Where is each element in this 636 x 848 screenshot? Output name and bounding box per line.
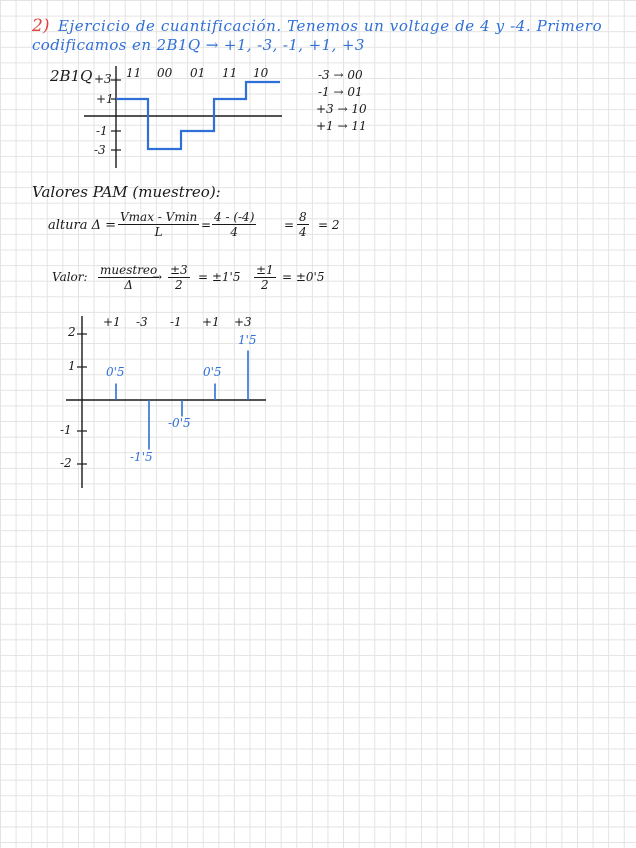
- graph2-sample-label: 1'5: [238, 333, 257, 347]
- graph1-code: 11: [222, 66, 238, 80]
- graph2-top-label: +1: [202, 315, 220, 329]
- valor-fraction-3: $\frac{\pm 1}{2}$: [256, 263, 274, 292]
- altura-fraction-3: $\frac{8}{4}$: [299, 210, 307, 239]
- graph2-sample-label: 0'5: [106, 365, 125, 379]
- graph1-code: 00: [157, 66, 173, 80]
- graph1-ytick: -3: [94, 143, 106, 157]
- graph2-sample-label: -0'5: [168, 416, 191, 430]
- graph2-sample-label: -1'5: [130, 450, 153, 464]
- valor-fraction-2: $\frac{\pm 3}{2}$: [170, 263, 188, 292]
- graph2-top-label: +1: [103, 315, 121, 329]
- pam-title: Valores PAM (muestreo):: [32, 183, 221, 201]
- graph2-ytick: -2: [60, 456, 72, 470]
- mapping-item: -3 → 00: [318, 68, 363, 82]
- valor-fraction-1: muestreo Δ: [100, 263, 158, 292]
- heading-line-1: Ejercicio de cuantificación. Tenemos un voltage de 4 y -4. Primero: [58, 17, 603, 35]
- altura-label: altura Δ =: [48, 218, 117, 233]
- graph1-code: 10: [253, 66, 269, 80]
- graph1-label: 2B1Q: [50, 67, 93, 85]
- graph2-ytick: -1: [60, 423, 72, 437]
- heading-line-2: codificamos en 2B1Q → +1, -3, -1, +1, +3: [32, 36, 365, 54]
- mapping-item: +1 → 11: [316, 119, 367, 133]
- graph2-ytick: 2: [68, 325, 76, 339]
- mapping-item: -1 → 01: [318, 85, 363, 99]
- graph1-ytick: -1: [96, 124, 108, 138]
- graph1-ytick: +3: [94, 72, 112, 86]
- graph2-sample-label: 0'5: [203, 365, 222, 379]
- valor-arrow: →: [152, 270, 163, 284]
- altura-fraction-2: $\frac{4 - (-4)}{4}$: [214, 210, 255, 239]
- valor-result: = ±0'5: [282, 270, 325, 284]
- mapping-item: +3 → 10: [316, 102, 367, 116]
- exercise-number: 2): [32, 16, 50, 36]
- graph1-code: 11: [126, 66, 142, 80]
- altura-eq: =: [284, 218, 295, 232]
- graph2-ytick: 1: [68, 359, 76, 373]
- graph2-top-label: -1: [170, 315, 182, 329]
- graph1-code: 01: [190, 66, 206, 80]
- altura-fraction-1: Vmax - Vmin L: [120, 210, 198, 239]
- valor-label: Valor:: [52, 270, 88, 284]
- graph1-ytick: +1: [96, 92, 114, 106]
- graph2-top-label: +3: [234, 315, 252, 329]
- valor-mid: = ±1'5: [198, 270, 241, 284]
- altura-result: = 2: [318, 218, 340, 232]
- graph2-top-label: -3: [136, 315, 148, 329]
- altura-eq: =: [201, 218, 212, 232]
